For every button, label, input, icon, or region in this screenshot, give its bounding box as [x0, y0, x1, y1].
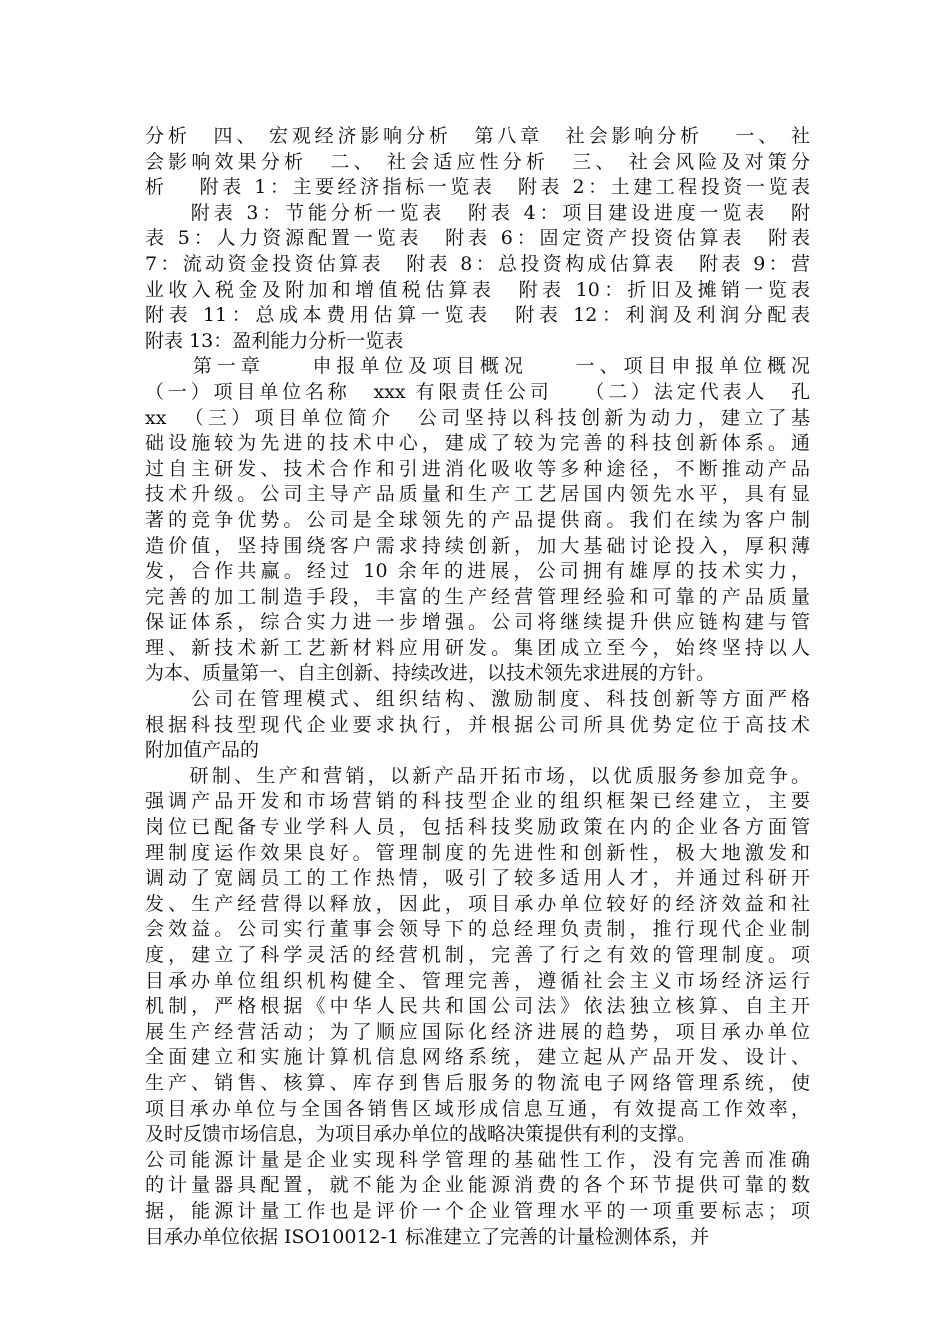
text-line: 根据科技型现代企业要求执行，并根据公司所具优势定位于高技术 — [145, 713, 810, 736]
text-line: 发、生产经营得以释放，因此，项目承办单位较好的经济效益和社 — [145, 892, 810, 915]
text-line: 度，建立了科学灵活的经营机制，完善了行之有效的管理制度。项 — [145, 944, 810, 966]
text-line: 附表 13：盈利能力分析一览表 — [145, 329, 404, 352]
text-line: 第一章 申报单位及项目概况 一、项目申报单位概况 — [145, 355, 810, 378]
text-line: 强调产品开发和市场营销的科技型企业的组织框架已经建立，主要 — [145, 790, 810, 813]
text-line: 研制、生产和营销，以新产品开拓市场，以优质服务参加竞争。 — [145, 764, 810, 787]
text-line: 据，能源计量工作也是评价一个企业管理水平的一项重要标志；项 — [145, 1199, 810, 1222]
text-line: 会影响效果分析 二、 社会适应性分析 三、 社会风险及对策分 — [145, 150, 810, 173]
text-line: 技术升级。公司主导产品质量和生产工艺居国内领先水平，具有显 — [145, 483, 810, 506]
text-line: 岗位已配备专业学科人员，包括科技奖励政策在内的企业各方面管 — [145, 816, 810, 839]
text-line: 展生产经营活动；为了顺应国际化经济进展的趋势，项目承办单位 — [145, 1020, 810, 1043]
text-line: 保证体系，综合实力进一步增强。公司将继续提升供应链构建与管 — [145, 611, 810, 634]
text-line: 业收入税金及附加和增值税估算表 附表 10：折旧及摊销一览表 — [145, 278, 810, 301]
text-line: 目承办单位组织机构健全、管理完善，遵循社会主义市场经济运行 — [145, 969, 810, 992]
text-line: 分析 四、 宏观经济影响分析 第八章 社会影响分析 一、 社 — [145, 125, 810, 147]
text-line: 理制度运作效果良好。管理制度的先进性和创新性，极大地激发和 — [145, 841, 810, 864]
text-line: 公司在管理模式、组织结构、激励制度、科技创新等方面严格 — [145, 688, 810, 711]
text-line: xx （三）项目单位简介 公司坚持以科技创新为动力，建立了基 — [145, 406, 810, 429]
text-line: 全面建立和实施计算机信息网络系统，建立起从产品开发、设计、 — [145, 1046, 810, 1069]
text-line: 项目承办单位与全国各销售区域形成信息互通，有效提高工作效率， — [145, 1097, 810, 1120]
text-line: 表 5：人力资源配置一览表 附表 6：固定资产投资估算表 附表 — [145, 227, 810, 250]
text-line: 的计量器具配置，就不能为企业能源消费的各个环节提供可靠的数 — [145, 1174, 810, 1197]
text-line: 机制，严格根据《中华人民共和国公司法》依法独立核算、自主开 — [145, 995, 810, 1018]
body-text — [145, 124, 810, 1250]
text-line: 附表 11：总成本费用估算一览表 附表 12：利润及利润分配表 — [145, 304, 810, 327]
text-line: 过自主研发、技术合作和引进消化吸收等多种途径，不断推动产品 — [145, 457, 810, 480]
text-line: 理、新技术新工艺新材料应用研发。集团成立至今，始终坚持以人 — [145, 636, 810, 659]
text-line: 7：流动资金投资估算表 附表 8：总投资构成估算表 附表 9：营 — [145, 252, 810, 275]
text-line: 生产、销售、核算、库存到售后服务的物流电子网络管理系统，使 — [145, 1071, 810, 1094]
text-line: 为本、质量第一、自主创新、持续改进，以技术领先求进展的方针。 — [145, 662, 716, 685]
text-line: 会效益。公司实行董事会领导下的总经理负责制，推行现代企业制 — [145, 918, 810, 941]
text-line: 著的竞争优势。公司是全球领先的产品提供商。我们在续为客户制 — [145, 508, 810, 531]
text-line: 完善的加工制造手段，丰富的生产经营管理经验和可靠的产品质量 — [145, 585, 810, 608]
text-line: 调动了宽阔员工的工作热情，吸引了较多适用人才，并通过科研开 — [145, 867, 810, 890]
text-line: 析 附表 1：主要经济指标一览表 附表 2：土建工程投资一览表 — [145, 176, 810, 199]
text-line: 附表 3：节能分析一览表 附表 4：项目建设进度一览表 附 — [145, 201, 810, 224]
text-line: 础设施较为先进的技术中心，建成了较为完善的科技创新体系。通 — [145, 432, 810, 455]
text-line: （一）项目单位名称 xxx 有限责任公司 （二）法定代表人 孔 — [145, 380, 810, 403]
text-line: 造价值，坚持围绕客户需求持续创新，加大基础讨论投入，厚积薄 — [145, 534, 810, 557]
text-line: 目承办单位依据 ISO10012-1 标准建立了完善的计量检测体系，并 — [145, 1225, 710, 1248]
text-line: 公司能源计量是企业实现科学管理的基础性工作，没有完善而准确 — [145, 1148, 810, 1171]
text-line: 发，合作共赢。经过 10 余年的进展，公司拥有雄厚的技术实力， — [145, 560, 810, 583]
text-line: 及时反馈市场信息，为项目承办单位的战略决策提供有利的支撑。 — [145, 1123, 697, 1146]
text-line: 附加值产品的 — [145, 739, 260, 762]
